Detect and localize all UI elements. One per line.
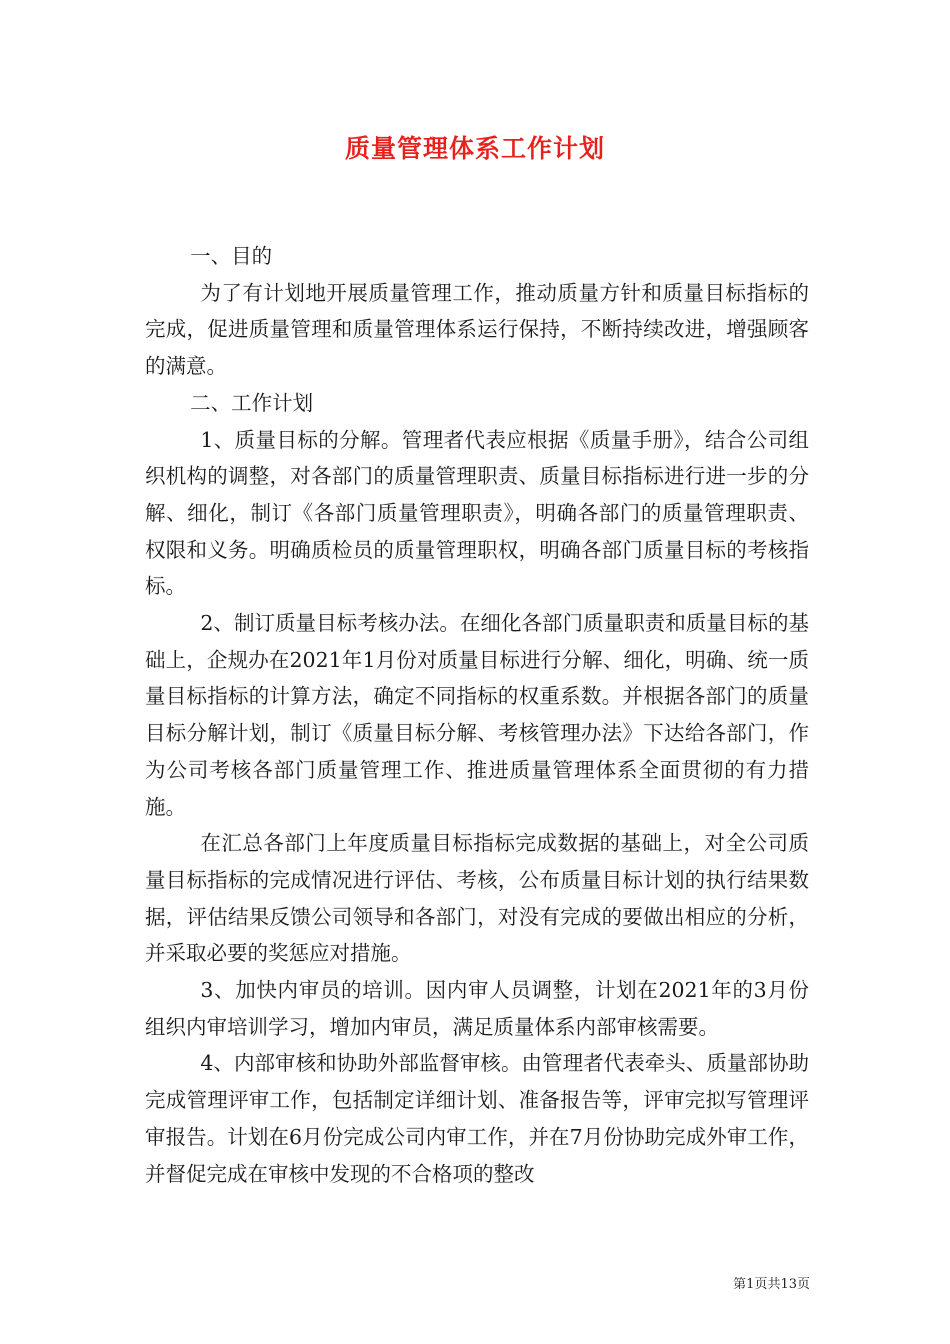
section-heading-purpose: 一、目的: [190, 244, 273, 268]
section-heading-work-plan: 二、工作计划: [190, 390, 314, 415]
paragraph-item-2-continued: 在汇总各部门上年度质量目标指标完成数据的基础上，对全公司质量目标指标的完成情况进行评估、考核，公布质量目标计划的执行结果数据，评估结果反馈公司领导和各部门，对没有完成的要做出相应的分析，并采取必要的奖惩应对措施。: [145, 831, 809, 966]
paragraph-purpose: 为了有计划地开展质量管理工作，推动质量方针和质量目标指标的完成，促进质量管理和质量管理体系运行保持，不断持续改进，增强顾客的满意。: [145, 280, 809, 379]
document-body: [145, 238, 809, 1192]
page-title: 质量管理体系工作计划: [344, 134, 605, 163]
paragraph-item-4: 4、内部审核和协助外部监督审核。由管理者代表牵头、质量部协助完成管理评审工作，包括制定详细计划、准备报告等，评审完拟写管理评审报告。计划在6月份完成公司内审工作，并在7月份协助完成外审工作，并督促完成在审核中发现的不合格项的整改: [145, 1051, 809, 1186]
paragraph-item-2: 2、制订质量目标考核办法。在细化各部门质量职责和质量目标的基础上，企规办在2021年1月份对质量目标进行分解、细化，明确、统一质量目标指标的计算方法，确定不同指标的权重系数。并根据各部门的质量目标分解计划，制订《质量目标分解、考核管理办法》下达给各部门，作为公司考核各部门质量管理工作、推进质量管理体系全面贯彻的有力措施。: [145, 611, 809, 819]
paragraph-item-3: 3、加快内审员的培训。因内审人员调整，计划在2021年的3月份组织内审培训学习，增加内审员，满足质量体系内部审核需要。: [145, 978, 809, 1039]
page-number-footer: 第1页共13页: [733, 1277, 810, 1292]
paragraph-item-1: 1、质量目标的分解。管理者代表应根据《质量手册》，结合公司组织机构的调整，对各部门的质量管理职责、质量目标指标进行进一步的分解、细化，制订《各部门质量管理职责》，明确各部门的质量管理职责、权限和义务。明确质检员的质量管理职权，明确各部门质量目标的考核指标。: [145, 427, 809, 599]
